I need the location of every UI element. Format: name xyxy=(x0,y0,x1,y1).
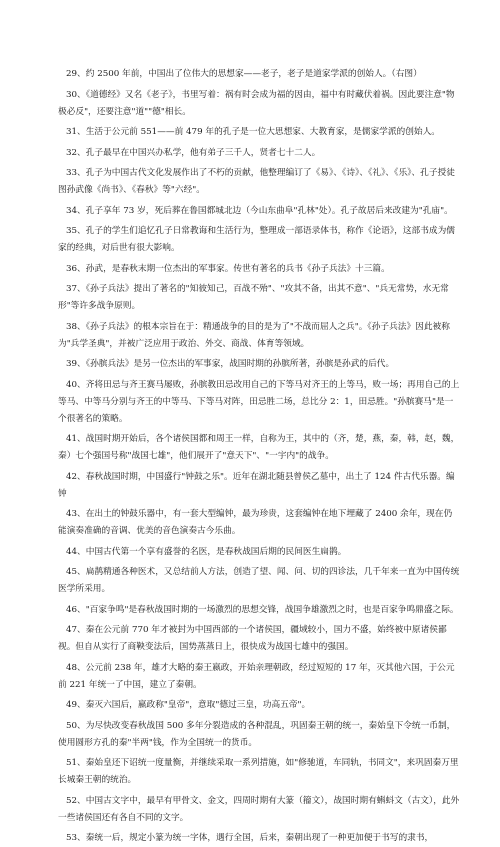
list-item-36: 36、孙武，是春秋末期一位杰出的军事家。传世有著名的兵书《孙子兵法》十三篇。 xyxy=(66,263,390,274)
list-item-35: 35、孔子的学生们追忆孔子日常教诲和生活行为，整理成一部语录体书，称作《论语》，这部书成为儒家的经典，对后世有很大影响。 xyxy=(58,226,455,253)
list-item-31: 31、生活于公元前 551——前 479 年的孔子是一位大思想家、大教育家，是儒家学派的创始人。 xyxy=(66,127,440,137)
list-item-38: 38、《孙子兵法》的根本宗旨在于：精通战争的目的是为了"不战而屈人之兵"。《孙子兵法》因此被称为"兵学圣典"，并被广泛应用于政治、外交、商战、体育等领域。 xyxy=(58,321,450,349)
list-item-37: 37、《孙子兵法》提出了著名的"知彼知己，百战不殆"、"攻其不备，出其不意"、"兵无常势，水无常形"等许多战争原则。 xyxy=(58,284,449,311)
list-item-47: 47、秦在公元前 770 年才被封为中国西部的一个诸侯国，疆域较小，国力不盛，始终被中原诸侯鄙视。但自从实行了商鞅变法后，国势蒸蒸日上，很快成为战国七雄中的强国。 xyxy=(58,625,447,652)
list-item-50: 50、为尽快改变春秋战国 500 多年分裂造成的各种混乱，巩固秦王朝的统一，秦始皇下令统一币制，使用圆形方孔的秦"半两"钱，作为全国统一的货币。 xyxy=(58,720,456,748)
list-item-52: 52、中国古文字中，最早有甲骨文、金文，四周时期有大篆（籀文），战国时期有蝌蚪文（古文），此外一些诸侯国还有各自不同的文字。 xyxy=(58,795,460,823)
list-item-30: 30、《道德经》又名《老子》，书里写着：祸有时会成为福的因由，福中有时藏伏着祸。因此要注意"物极必反"，还要注意"道""德"相长。 xyxy=(58,89,455,117)
list-item-46: 46、"百家争鸣"是春秋战国时期的一场激烈的思想交锋，战国争雄激烈之时，也是百家争鸣鼎盛之际。 xyxy=(66,604,459,615)
list-item-48: 48、公元前 238 年，雄才大略的秦王嬴政，开始亲理朝政，经过短短的 17 年，灭其他六国，于公元前 221 年统一了中国，建立了秦朝。 xyxy=(58,662,455,690)
list-item-53: 53、秦统一后，规定小篆为统一字体，遇行全国，后来，秦朝出现了一种更加便于书写的隶书， xyxy=(66,833,434,843)
list-item-34: 34、孔子享年 73 岁，死后葬在鲁国都城北边（今山东曲阜"孔林"处）。孔子故居后来改建为"孔庙"。 xyxy=(66,205,453,216)
list-item-45: 45、扁鹊精通各种医术，又总结前人方法，创造了望、闻、问、切的四诊法，几千年来一直为中国传统医学所采用。 xyxy=(58,567,460,594)
list-item-41: 41、战国时期开始后，各个诸侯国都和周王一样，自称为王，其中的（齐，楚，燕，秦，韩，赵，魏，秦）七个强国号称"战国七雄"，他们展开了"意天下"、"一宇内"的战争。 xyxy=(58,434,460,461)
list-item-42: 42、春秋战国时期，中国盛行"钟鼓之乐"。近年在湖北随县曾侯乙墓中，出土了 124 件古代乐器。编钟 xyxy=(58,471,455,499)
list-item-51: 51、秦始皇还下诏统一度量衡，并继续采取一系列措施，如"修驰道，车同轨，书同文"，来巩固秦万里长城秦王朝的统治。 xyxy=(58,758,459,785)
list-item-32: 32、孔子最早在中国兴办私学，他有弟子三千人，贤者七十二人。 xyxy=(66,147,321,158)
list-item-40: 40、齐将田忌与齐王赛马屡败，孙膑教田忌改用自己的下等马对齐王的上等马，败一场；再用自己的上等马、中等马分别与齐王的中等马、下等马对阵，田忌胜二场，总比分 2：1，田忌胜。"孙膑赛马"是一个很著名的策略。 xyxy=(58,379,460,424)
list-item-44: 44、中国古代第一个享有盛誉的名医，是春秋战国后期的民间医生扁鹊。 xyxy=(66,546,347,557)
list-item-39: 39、《孙膑兵法》是另一位杰出的军事家，战国时期的孙膑所著，孙膑是孙武的后代。 xyxy=(66,359,395,369)
list-item-43: 43、在出土的钟鼓乐器中，有一套大型编钟，最为珍贵，这套编钟在地下埋藏了 2400 余年，现在仍能演奏准确的音调、优美的音色演奏古今乐曲。 xyxy=(58,509,453,536)
list-item-29: 29、约 2500 年前，中国出了位伟大的思想家——老子，老子是道家学派的创始人。（右图） xyxy=(66,69,422,79)
list-item-33: 33、孔子为中国古代文化发展作出了不朽的贡献，他整理编订了《易》、《诗》、《礼》、《乐》、孔子授徒图孙武像《尚书》、《春秋》等"六经"。 xyxy=(58,168,455,195)
list-item-49: 49、秦灭六国后，嬴政称"皇帝"，意取"德过三皇，功高五帝"。 xyxy=(66,700,311,710)
